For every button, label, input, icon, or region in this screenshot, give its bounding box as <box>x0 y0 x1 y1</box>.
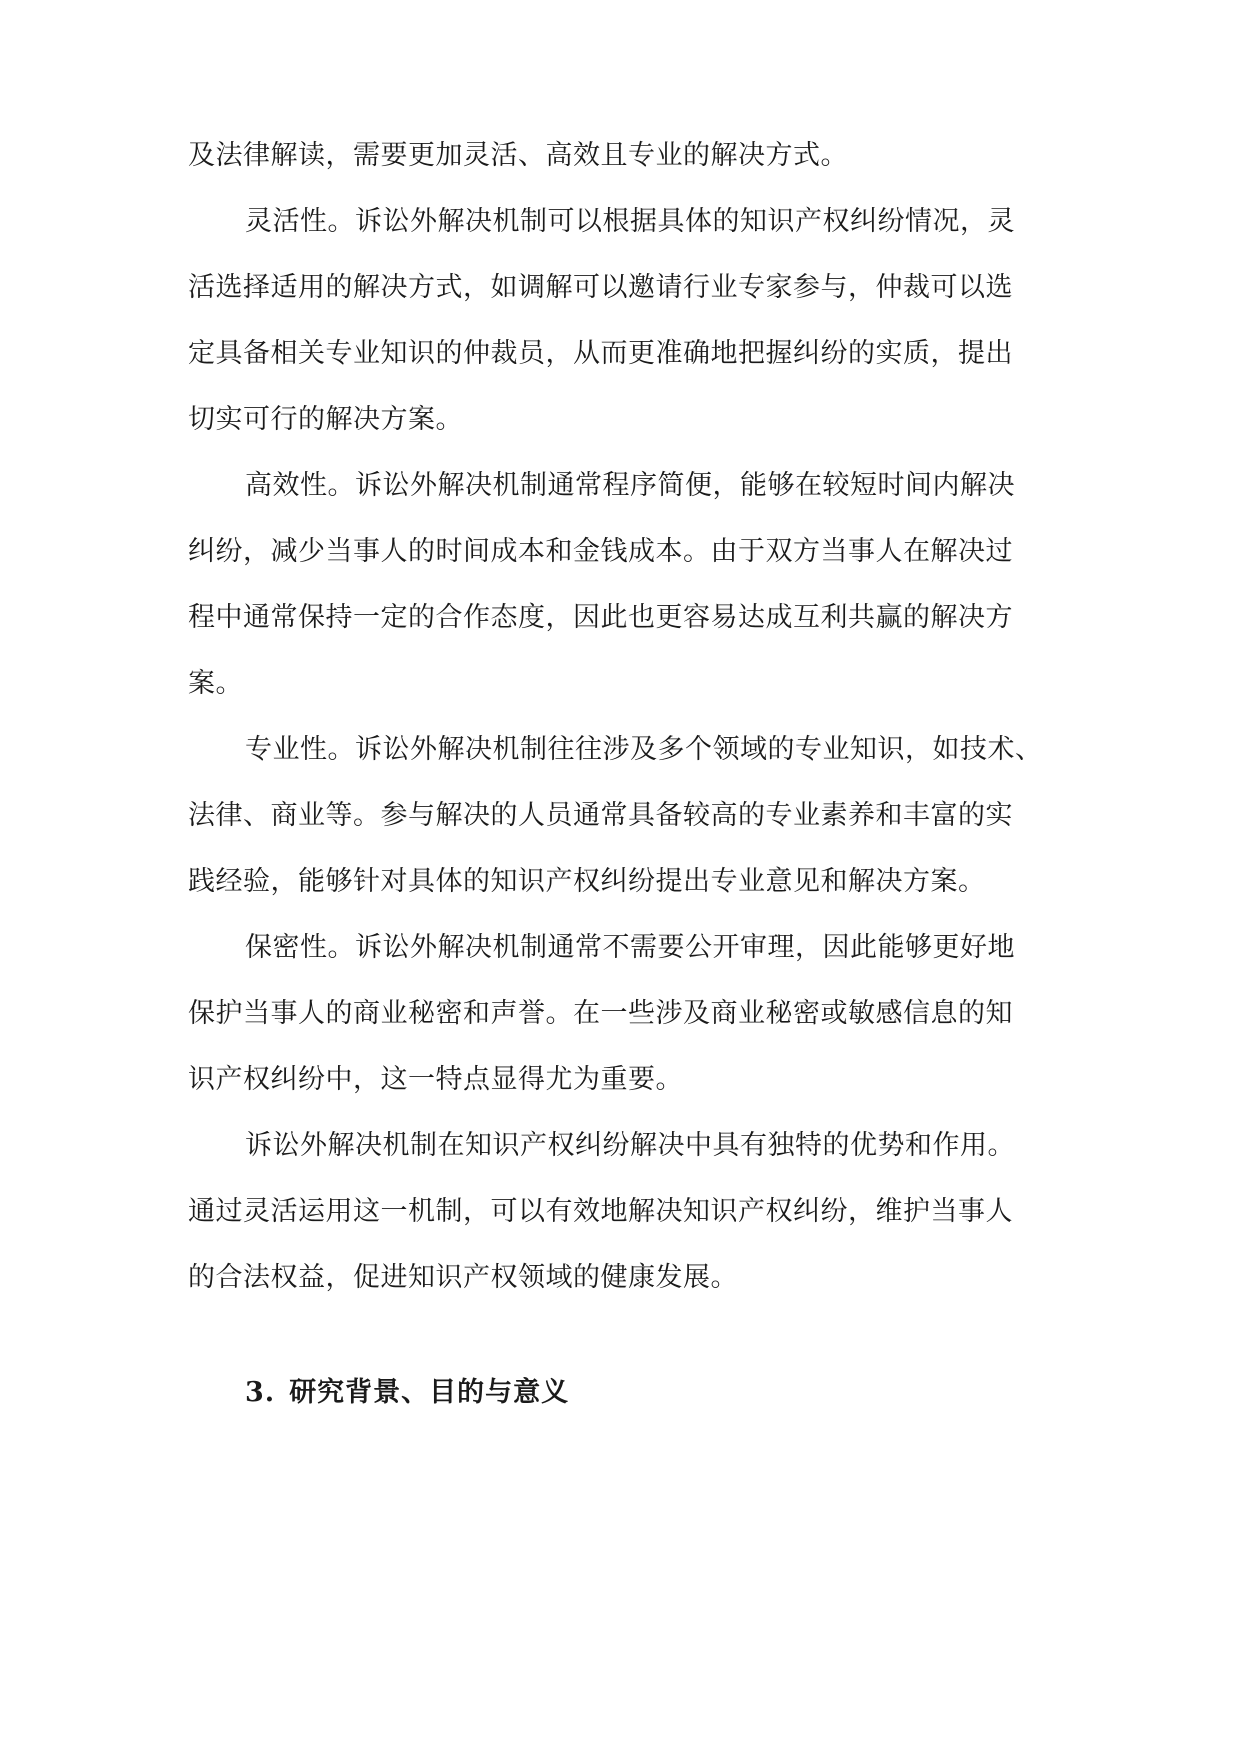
paragraph-line: 灵活性。诉讼外解决机制可以根据具体的知识产权纠纷情况，灵 <box>245 206 1015 237</box>
paragraph-line: 通过灵活运用这一机制，可以有效地解决知识产权纠纷，维护当事人 <box>188 1196 1013 1227</box>
paragraph-line: 及法律解读，需要更加灵活、高效且专业的解决方式。 <box>188 140 848 171</box>
paragraph-line: 活选择适用的解决方式，如调解可以邀请行业专家参与，仲裁可以选 <box>188 272 1013 303</box>
paragraph-line: 的合法权益，促进知识产权领域的健康发展。 <box>188 1262 738 1293</box>
paragraph-line: 程中通常保持一定的合作态度，因此也更容易达成互利共赢的解决方 <box>188 602 1013 633</box>
section-number: 3. <box>245 1377 276 1408</box>
paragraph-line: 高效性。诉讼外解决机制通常程序简便，能够在较短时间内解决 <box>245 470 1015 501</box>
paragraph-line: 识产权纠纷中，这一特点显得尤为重要。 <box>188 1064 683 1095</box>
paragraph-line: 践经验，能够针对具体的知识产权纠纷提出专业意见和解决方案。 <box>188 866 986 897</box>
section-title: 研究背景、目的与意义 <box>289 1377 570 1408</box>
section-heading <box>245 1375 569 1411</box>
paragraph-line: 案。 <box>188 668 243 699</box>
paragraph-line: 保密性。诉讼外解决机制通常不需要公开审理，因此能够更好地 <box>245 932 1015 963</box>
paragraph-line: 定具备相关专业知识的仲裁员，从而更准确地把握纠纷的实质，提出 <box>188 338 1013 369</box>
paragraph-line: 切实可行的解决方案。 <box>188 404 463 435</box>
paragraph-line: 纠纷，减少当事人的时间成本和金钱成本。由于双方当事人在解决过 <box>188 536 1013 567</box>
paragraph-line: 法律、商业等。参与解决的人员通常具备较高的专业素养和丰富的实 <box>188 800 1013 831</box>
paragraph-line: 保护当事人的商业秘密和声誉。在一些涉及商业秘密或敏感信息的知 <box>188 998 1013 1029</box>
paragraph-line: 诉讼外解决机制在知识产权纠纷解决中具有独特的优势和作用。 <box>245 1130 1015 1161</box>
paragraph-line: 专业性。诉讼外解决机制往往涉及多个领域的专业知识，如技术、 <box>245 734 1043 765</box>
